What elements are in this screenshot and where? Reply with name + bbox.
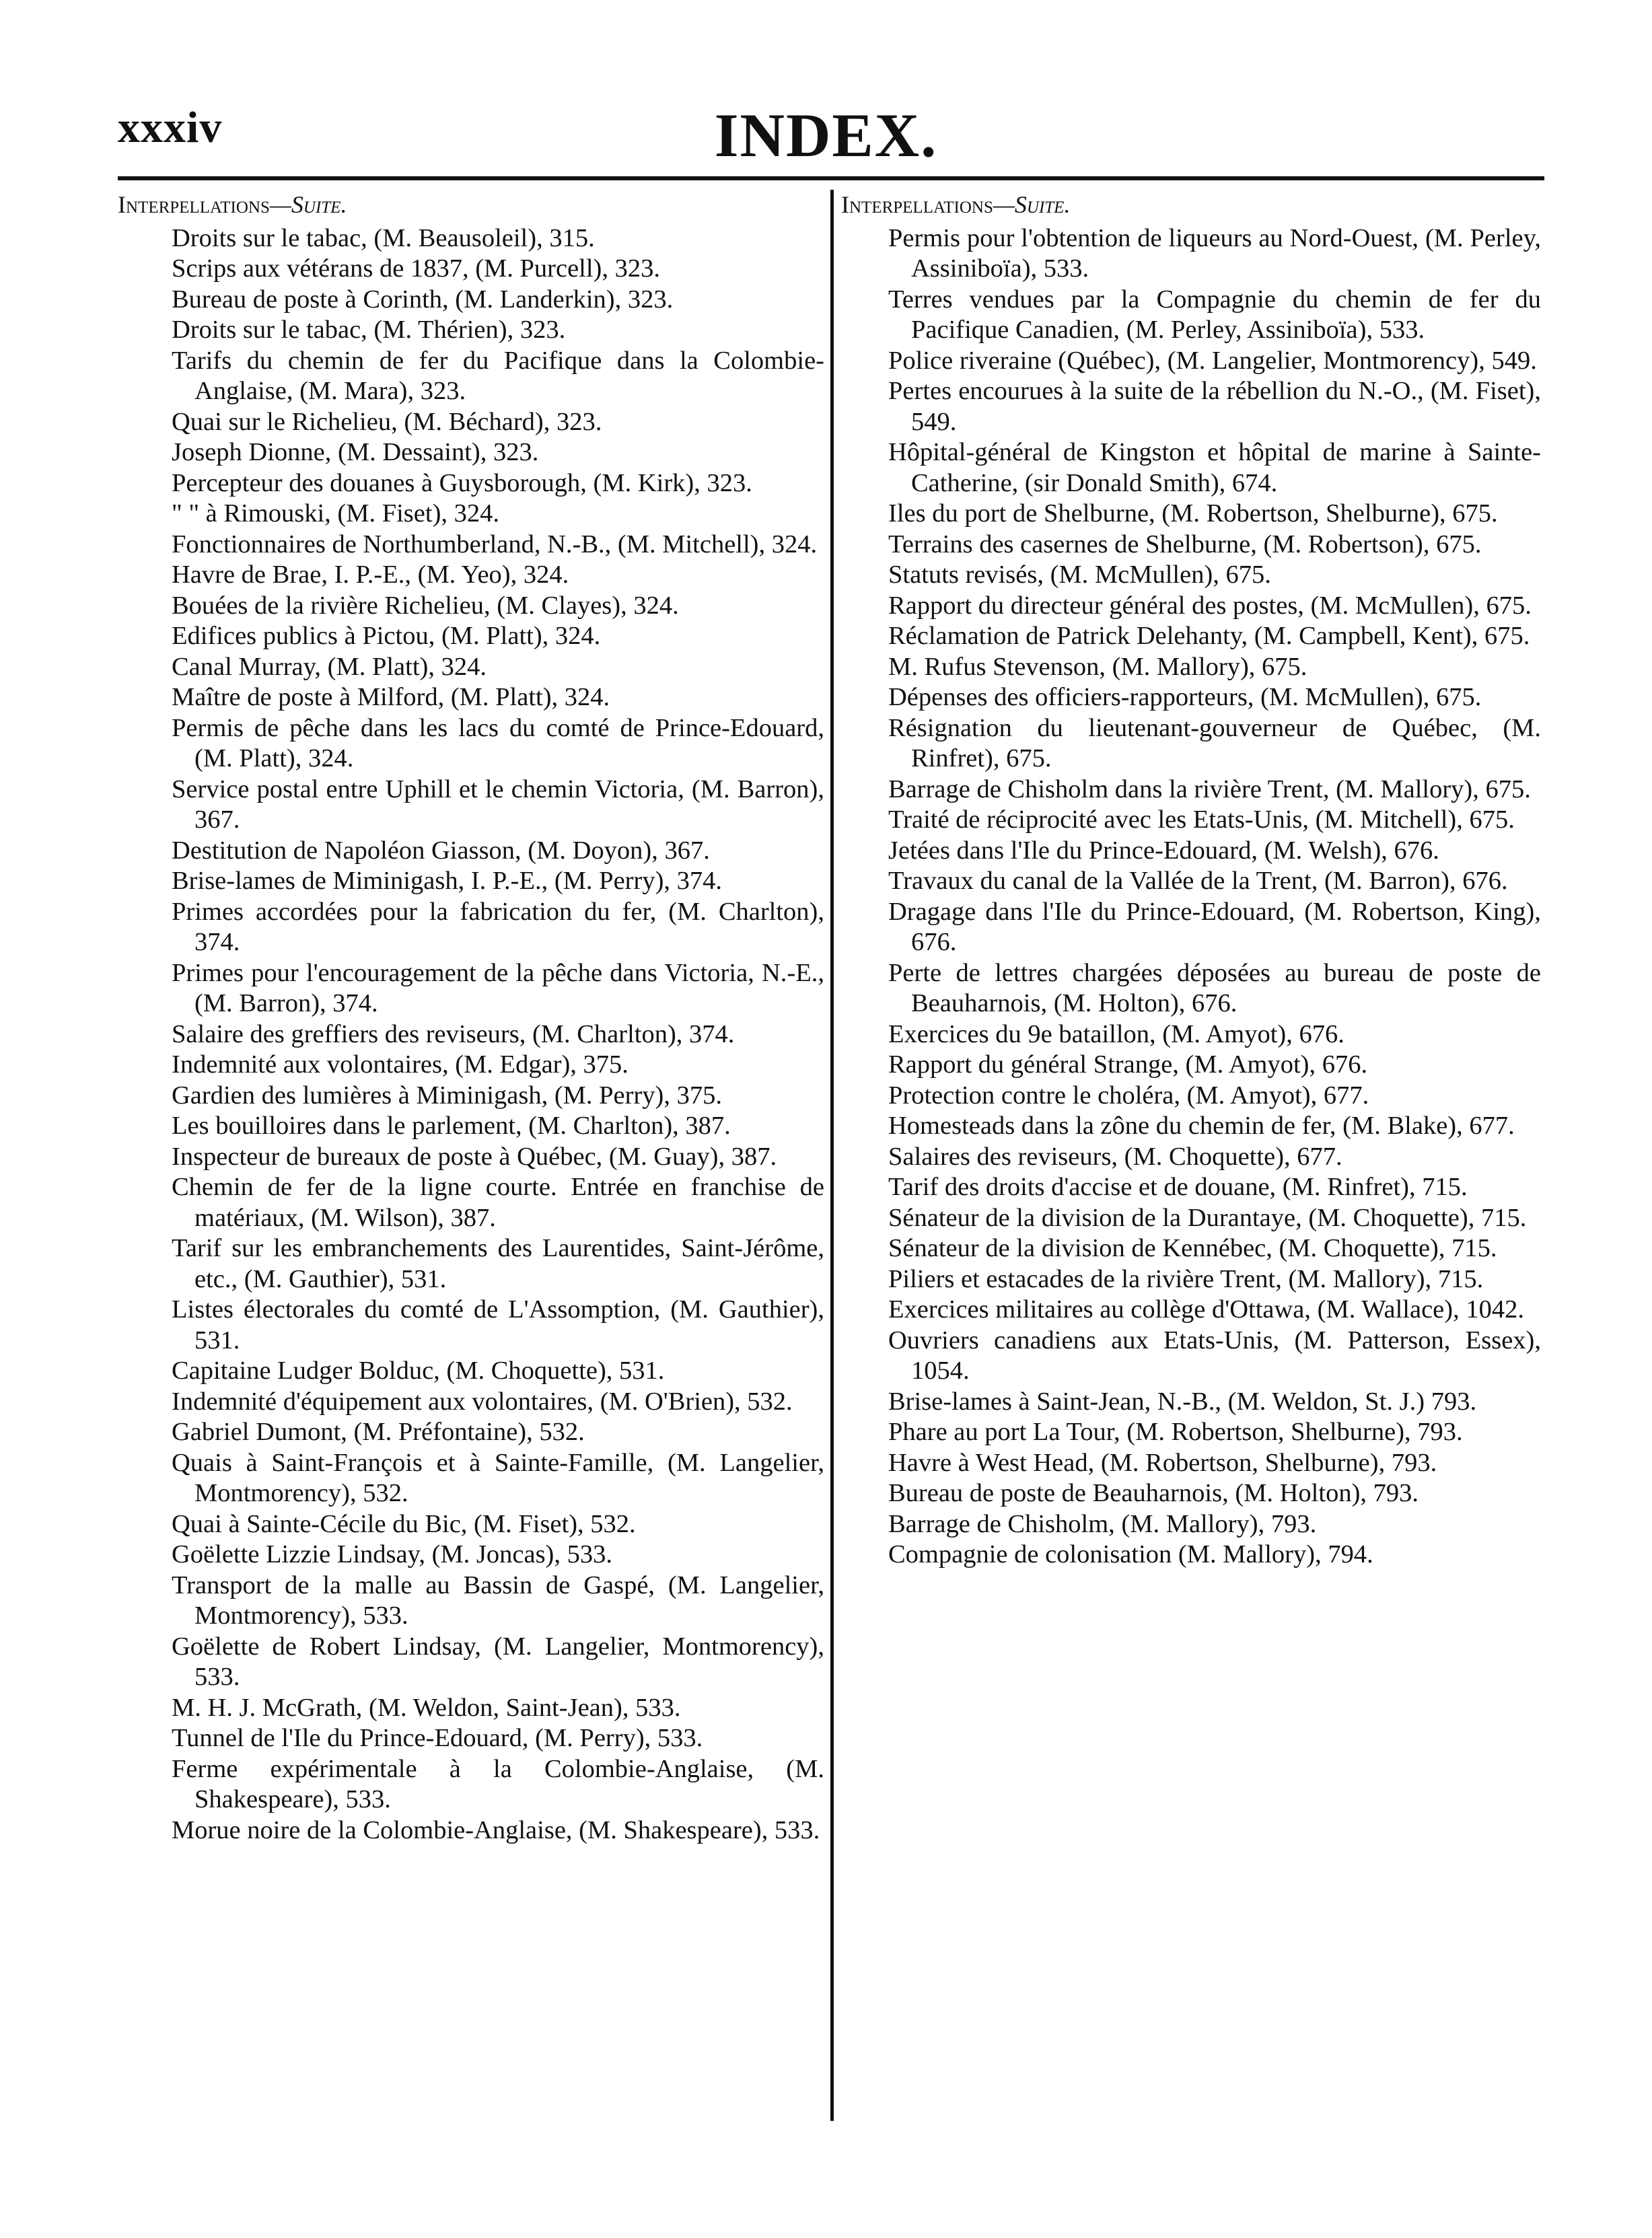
index-entry: Tarif des droits d'accise et de douane, (M. Rinfret), 715. xyxy=(888,1173,1468,1201)
index-entry: Joseph Dionne, (M. Dessaint), 323. xyxy=(172,438,539,466)
index-entry: M. Rufus Stevenson, (M. Mallory), 675. xyxy=(888,652,1307,681)
header-rule xyxy=(118,176,1544,180)
index-entry: Brise-lames à Saint-Jean, N.-B., (M. Weldon, St. J.) 793. xyxy=(888,1387,1477,1416)
index-entry: Primes pour l'encouragement de la pêche dans Victoria, N.-E., (M. Barron), 374. xyxy=(172,958,824,1017)
index-entry: Les bouilloires dans le parlement, (M. Charlton), 387. xyxy=(172,1112,731,1140)
index-entry: Morue noire de la Colombie-Anglaise, (M. Shakespeare), 533. xyxy=(172,1815,820,1844)
index-entry: Service postal entre Uphill et le chemin Victoria, (M. Barron), 367. xyxy=(172,774,824,834)
section-heading-label: Interpellations xyxy=(841,191,993,218)
index-entry: Ferme expérimentale à la Colombie-Anglaise, (M. Shakespeare), 533. xyxy=(172,1754,824,1813)
index-entry: Exercices militaires au collège d'Ottawa, (M. Wallace), 1042. xyxy=(888,1295,1524,1324)
section-heading xyxy=(841,190,1541,221)
index-entry: Quai à Sainte-Cécile du Bic, (M. Fiset), 532. xyxy=(172,1509,636,1538)
index-entry: Traité de réciprocité avec les Etats-Unis, (M. Mitchell), 675. xyxy=(888,805,1515,834)
index-entry: Bureau de poste de Beauharnois, (M. Holton), 793. xyxy=(888,1479,1419,1507)
index-entry: Havre à West Head, (M. Robertson, Shelburne), 793. xyxy=(888,1448,1437,1477)
index-entry-list xyxy=(118,223,824,1846)
index-entry: Jetées dans l'Ile du Prince-Edouard, (M. Welsh), 676. xyxy=(888,836,1439,865)
index-entry: Salaires des reviseurs, (M. Choquette), 677. xyxy=(888,1142,1342,1171)
index-entry: Dépenses des officiers-rapporteurs, (M. McMullen), 675. xyxy=(888,683,1482,711)
index-entry: Protection contre le choléra, (M. Amyot), 677. xyxy=(888,1081,1369,1110)
index-entry: Maître de poste à Milford, (M. Platt), 324. xyxy=(172,683,610,711)
index-entry: Bureau de poste à Corinth, (M. Landerkin), 323. xyxy=(172,285,674,314)
index-entry: Réclamation de Patrick Delehanty, (M. Campbell, Kent), 675. xyxy=(888,622,1530,650)
section-heading-suffix: —Suite. xyxy=(269,191,347,218)
index-entry: Fonctionnaires de Northumberland, N.-B., (M. Mitchell), 324. xyxy=(172,530,818,558)
index-entry: Terres vendues par la Compagnie du chemin de fer du Pacifique Canadien, (M. Perley, Assiniboïa), 533. xyxy=(888,285,1541,344)
index-entry: Edifices publics à Pictou, (M. Platt), 324. xyxy=(172,622,601,650)
index-entry: Compagnie de colonisation (M. Mallory), 794. xyxy=(888,1540,1373,1568)
index-entry: Havre de Brae, I. P.-E., (M. Yeo), 324. xyxy=(172,561,569,589)
index-entry: Inspecteur de bureaux de poste à Québec, (M. Guay), 387. xyxy=(172,1142,777,1171)
index-entry: M. H. J. McGrath, (M. Weldon, Saint-Jean), 533. xyxy=(172,1693,681,1722)
index-entry: Pertes encourues à la suite de la rébellion du N.-O., (M. Fiset), 549. xyxy=(888,377,1541,436)
index-entry: Goëlette de Robert Lindsay, (M. Langelier, Montmorency), 533. xyxy=(172,1632,824,1691)
index-entry: Quais à Saint-François et à Sainte-Famille, (M. Langelier, Montmorency), 532. xyxy=(172,1448,824,1507)
index-entry: Chemin de fer de la ligne courte. Entrée en franchise de matériaux, (M. Wilson), 387. xyxy=(172,1173,824,1232)
index-entry: Droits sur le tabac, (M. Beausoleil), 315. xyxy=(172,223,595,252)
index-entry: Goëlette Lizzie Lindsay, (M. Joncas), 533. xyxy=(172,1540,613,1568)
index-entry: Gardien des lumières à Miminigash, (M. Perry), 375. xyxy=(172,1081,722,1110)
index-entry: Sénateur de la division de la Durantaye, (M. Choquette), 715. xyxy=(888,1203,1527,1232)
index-entry: Brise-lames de Miminigash, I. P.-E., (M. Perry), 374. xyxy=(172,867,723,895)
index-entry: Permis de pêche dans les lacs du comté de Prince-Edouard, (M. Platt), 324. xyxy=(172,713,824,772)
index-entry: Indemnité d'équipement aux volontaires, (M. O'Brien), 532. xyxy=(172,1387,793,1416)
index-entry: Rapport du directeur général des postes, (M. McMullen), 675. xyxy=(888,591,1532,620)
index-entry: Bouées de la rivière Richelieu, (M. Clayes), 324. xyxy=(172,591,679,620)
index-entry: Indemnité aux volontaires, (M. Edgar), 375. xyxy=(172,1050,629,1079)
index-entry: Police riveraine (Québec), (M. Langelier, Montmorency), 549. xyxy=(888,346,1537,375)
right-column xyxy=(841,190,1541,1571)
index-entry: Primes accordées pour la fabrication du fer, (M. Charlton), 374. xyxy=(172,897,824,956)
index-entry: Perte de lettres chargées déposées au bureau de poste de Beauharnois, (M. Holton), 676. xyxy=(888,958,1541,1017)
index-entry: Homesteads dans la zône du chemin de fer, (M. Blake), 677. xyxy=(888,1112,1515,1140)
index-entry-list xyxy=(841,223,1541,1571)
section-heading-label: Interpellations xyxy=(118,191,270,218)
index-entry: Iles du port de Shelburne, (M. Robertson, Shelburne), 675. xyxy=(888,499,1498,528)
page-title: INDEX. xyxy=(714,101,938,170)
index-entry: Droits sur le tabac, (M. Thérien), 323. xyxy=(172,316,566,344)
index-entry: Rapport du général Strange, (M. Amyot), 676. xyxy=(888,1050,1368,1079)
index-entry: Exercices du 9e bataillon, (M. Amyot), 676. xyxy=(888,1019,1344,1048)
index-entry: Gabriel Dumont, (M. Préfontaine), 532. xyxy=(172,1418,585,1446)
column-divider xyxy=(830,190,834,2121)
index-entry: Listes électorales du comté de L'Assomption, (M. Gauthier), 531. xyxy=(172,1295,824,1355)
index-entry: Destitution de Napoléon Giasson, (M. Doyon), 367. xyxy=(172,836,710,865)
index-entry: Permis pour l'obtention de liqueurs au Nord-Ouest, (M. Perley, Assiniboïa), 533. xyxy=(888,223,1541,283)
index-entry: Travaux du canal de la Vallée de la Trent, (M. Barron), 676. xyxy=(888,867,1508,895)
index-entry: Barrage de Chisholm, (M. Mallory), 793. xyxy=(888,1509,1317,1538)
index-entry: Piliers et estacades de la rivière Trent, (M. Mallory), 715. xyxy=(888,1264,1484,1293)
section-heading xyxy=(118,190,824,221)
index-entry: Percepteur des douanes à Guysborough, (M. Kirk), 323. xyxy=(172,468,752,497)
index-entry: Statuts revisés, (M. McMullen), 675. xyxy=(888,561,1271,589)
index-entry: Ouvriers canadiens aux Etats-Unis, (M. Patterson, Essex), 1054. xyxy=(888,1326,1541,1385)
index-entry: Tarif sur les embranchements des Laurentides, Saint-Jérôme, etc., (M. Gauthier), 531. xyxy=(172,1234,824,1293)
index-entry: Quai sur le Richelieu, (M. Béchard), 323. xyxy=(172,407,602,436)
index-entry: Salaire des greffiers des reviseurs, (M. Charlton), 374. xyxy=(172,1019,735,1048)
left-column xyxy=(118,190,824,1846)
index-entry: Sénateur de la division de Kennébec, (M. Choquette), 715. xyxy=(888,1234,1497,1262)
page-number: xxxiv xyxy=(118,103,223,152)
index-entry: Transport de la malle au Bassin de Gaspé, (M. Langelier, Montmorency), 533. xyxy=(172,1571,824,1630)
index-entry: Tunnel de l'Ile du Prince-Edouard, (M. Perry), 533. xyxy=(172,1724,703,1752)
index-entry: Résignation du lieutenant-gouverneur de Québec, (M. Rinfret), 675. xyxy=(888,713,1541,772)
section-heading-suffix: —Suite. xyxy=(993,191,1071,218)
index-entry: Terrains des casernes de Shelburne, (M. Robertson), 675. xyxy=(888,530,1482,558)
index-entry: Dragage dans l'Ile du Prince-Edouard, (M. Robertson, King), 676. xyxy=(888,897,1541,956)
index-entry: Hôpital-général de Kingston et hôpital de marine à Sainte-Catherine, (sir Donald Smith), 674. xyxy=(888,438,1541,497)
index-entry: Barrage de Chisholm dans la rivière Trent, (M. Mallory), 675. xyxy=(888,774,1531,803)
index-entry: Tarifs du chemin de fer du Pacifique dans la Colombie-Anglaise, (M. Mara), 323. xyxy=(172,346,824,405)
index-entry: " " à Rimouski, (M. Fiset), 324. xyxy=(172,499,500,528)
index-entry: Phare au port La Tour, (M. Robertson, Shelburne), 793. xyxy=(888,1418,1463,1446)
index-entry: Scrips aux vétérans de 1837, (M. Purcell), 323. xyxy=(172,254,660,283)
index-entry: Canal Murray, (M. Platt), 324. xyxy=(172,652,487,681)
index-entry: Capitaine Ludger Bolduc, (M. Choquette), 531. xyxy=(172,1357,665,1385)
